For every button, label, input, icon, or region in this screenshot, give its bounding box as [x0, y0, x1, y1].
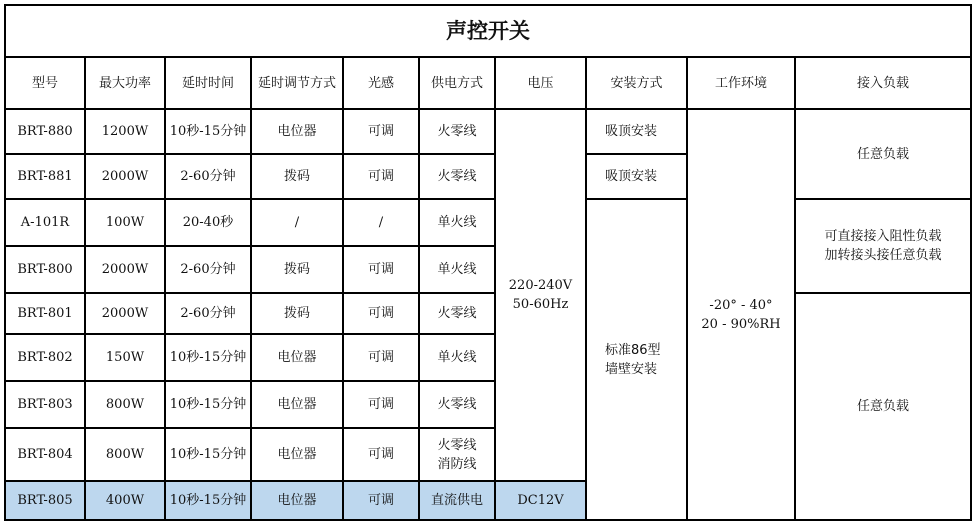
cell-delay: 10秒-15分钟 — [165, 481, 251, 520]
cell-power: 1200W — [85, 109, 165, 154]
cell-model: BRT-801 — [5, 293, 85, 334]
env-temperature: -20° - 40° — [709, 297, 773, 313]
header-model: 型号 — [5, 57, 85, 109]
header-row — [5, 57, 971, 109]
install-wall-mount: 墙壁安装 — [605, 361, 658, 377]
cell-voltage-ac — [495, 109, 586, 481]
cell-delay: 2-60分钟 — [165, 246, 251, 293]
header-environment: 工作环境 — [687, 57, 795, 109]
cell-model: BRT-804 — [5, 428, 85, 481]
header-adjust: 延时调节方式 — [251, 57, 343, 109]
header-power: 最大功率 — [85, 57, 165, 109]
cell-power: 2000W — [85, 154, 165, 199]
cell-install: 吸顶安装 — [586, 109, 687, 154]
cell-adjust: 电位器 — [251, 428, 343, 481]
voltage-frequency: 50-60Hz — [512, 297, 569, 312]
table-row — [5, 109, 971, 154]
cell-light: 可调 — [343, 428, 419, 481]
cell-delay: 10秒-15分钟 — [165, 381, 251, 428]
cell-light: 可调 — [343, 481, 419, 520]
cell-load: 任意负载 — [795, 109, 971, 199]
cell-adjust: 拨码 — [251, 246, 343, 293]
cell-light: 可调 — [343, 293, 419, 334]
cell-light: 可调 — [343, 154, 419, 199]
cell-environment — [687, 109, 795, 520]
cell-model: BRT-803 — [5, 381, 85, 428]
cell-delay: 2-60分钟 — [165, 293, 251, 334]
supply-live-neutral: 火零线 — [437, 437, 477, 453]
cell-delay: 10秒-15分钟 — [165, 428, 251, 481]
header-supply: 供电方式 — [419, 57, 495, 109]
load-resistive-line: 可直接接入阻性负载 — [824, 229, 942, 244]
cell-supply: 火零线 — [419, 381, 495, 428]
cell-light: 可调 — [343, 246, 419, 293]
cell-delay: 2-60分钟 — [165, 154, 251, 199]
cell-voltage-dc: DC12V — [495, 481, 586, 520]
table-title: 声控开关 — [5, 5, 971, 57]
voltage-range: 220-240V — [508, 278, 573, 293]
cell-power: 2000W — [85, 246, 165, 293]
cell-light: 可调 — [343, 381, 419, 428]
cell-supply: 单火线 — [419, 246, 495, 293]
cell-install-wall — [586, 199, 687, 520]
load-adapter-line: 加转接头接任意负载 — [824, 248, 942, 263]
header-load: 接入负载 — [795, 57, 971, 109]
cell-supply — [419, 428, 495, 481]
cell-supply: 火零线 — [419, 154, 495, 199]
cell-supply: 单火线 — [419, 334, 495, 381]
cell-supply: 火零线 — [419, 109, 495, 154]
cell-delay: 20-40秒 — [165, 199, 251, 246]
cell-adjust: / — [251, 199, 343, 246]
cell-power: 400W — [85, 481, 165, 520]
cell-adjust: 拨码 — [251, 293, 343, 334]
cell-delay: 10秒-15分钟 — [165, 334, 251, 381]
table-row — [5, 293, 971, 334]
header-delay: 延时时间 — [165, 57, 251, 109]
cell-light: 可调 — [343, 109, 419, 154]
cell-power: 100W — [85, 199, 165, 246]
cell-supply: 单火线 — [419, 199, 495, 246]
header-install: 安装方式 — [586, 57, 687, 109]
cell-adjust: 拨码 — [251, 154, 343, 199]
cell-delay: 10秒-15分钟 — [165, 109, 251, 154]
cell-model: BRT-800 — [5, 246, 85, 293]
cell-power: 800W — [85, 381, 165, 428]
header-light: 光感 — [343, 57, 419, 109]
cell-power: 2000W — [85, 293, 165, 334]
supply-fire-line: 消防线 — [437, 456, 477, 472]
cell-adjust: 电位器 — [251, 334, 343, 381]
cell-power: 150W — [85, 334, 165, 381]
cell-model: BRT-805 — [5, 481, 85, 520]
cell-light: 可调 — [343, 334, 419, 381]
cell-adjust: 电位器 — [251, 381, 343, 428]
cell-model: BRT-802 — [5, 334, 85, 381]
env-humidity: 20 - 90%RH — [701, 316, 781, 332]
table-row — [5, 199, 971, 246]
cell-light: / — [343, 199, 419, 246]
product-table — [4, 4, 972, 521]
cell-load: 任意负载 — [795, 293, 971, 520]
cell-model: BRT-881 — [5, 154, 85, 199]
cell-model: BRT-880 — [5, 109, 85, 154]
header-voltage: 电压 — [495, 57, 586, 109]
cell-power: 800W — [85, 428, 165, 481]
cell-adjust: 电位器 — [251, 481, 343, 520]
cell-supply: 直流供电 — [419, 481, 495, 520]
install-wall-type: 标准86型 — [605, 342, 661, 358]
cell-model: A-101R — [5, 199, 85, 246]
cell-supply: 火零线 — [419, 293, 495, 334]
cell-install: 吸顶安装 — [586, 154, 687, 199]
cell-load-resistive — [795, 199, 971, 293]
cell-adjust: 电位器 — [251, 109, 343, 154]
